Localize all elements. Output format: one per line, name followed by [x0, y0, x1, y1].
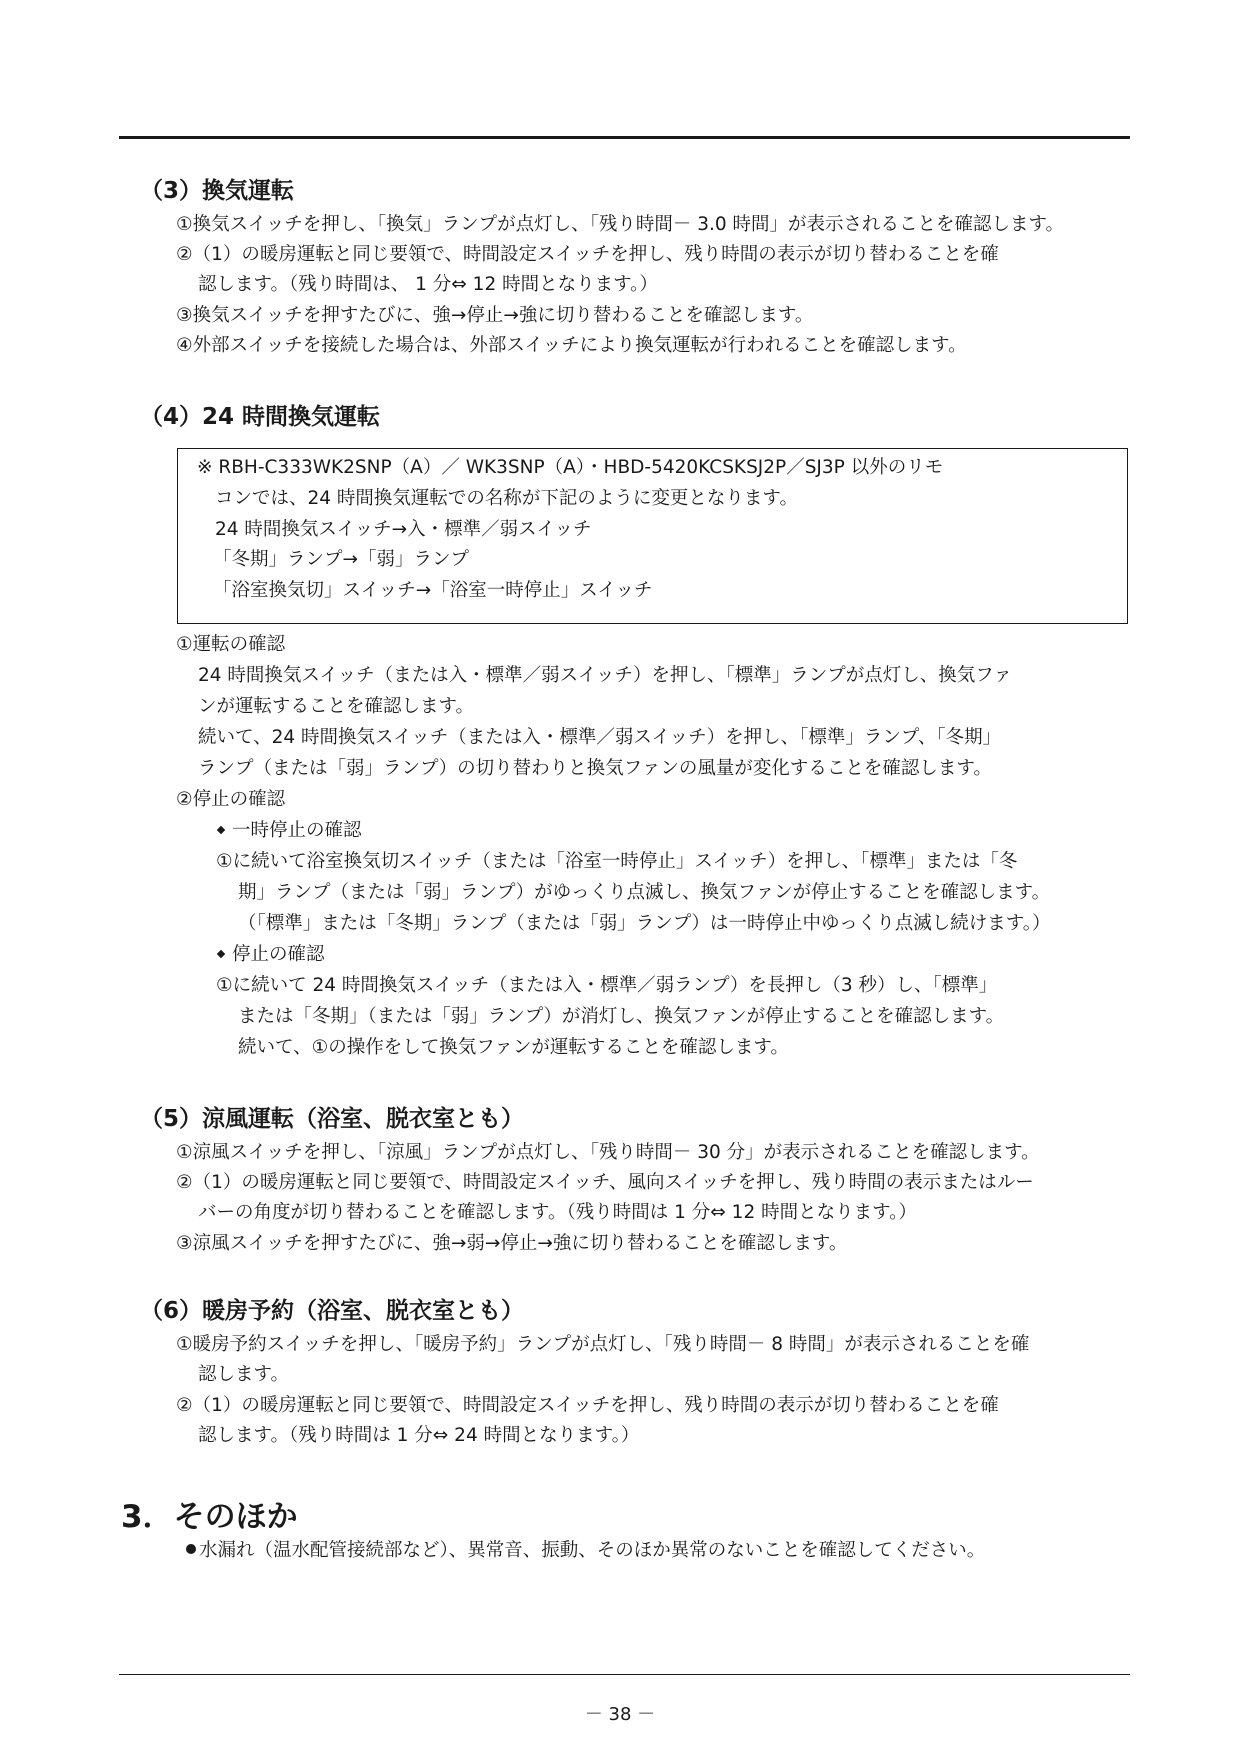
operation-line-1: 24 時間換気スイッチ（または入・標準／弱スイッチ）を押し、「標準」ランプが点灯し、換気ファ	[198, 665, 1012, 686]
diamond-bullet-icon	[217, 950, 225, 958]
page-number: － 38 －	[584, 1704, 656, 1725]
sec3-line-5: ④外部スイッチを接続した場合は、外部スイッチにより換気運転が行われることを確認します。	[176, 335, 967, 356]
note-line-1: ※ RBH-C333WK2SNP（A）／ WK3SNP（A）・HBD-5420KCSKSJ2P／SJ3P 以外のリモ	[197, 457, 944, 478]
sec5-line-2: ②（1）の暖房運転と同じ要領で、時間設定スイッチ、風向スイッチを押し、残り時間の表示またはルー	[176, 1172, 1034, 1193]
sec6-line-4: 認します。（残り時間は 1 分⇔ 24 時間となります。）	[198, 1425, 640, 1446]
operation-check-title: ①運転の確認	[176, 634, 286, 655]
sec3-line-1: ①換気スイッチを押し、「換気」ランプが点灯し、「残り時間－ 3.0 時間」が表示されることを確認します。	[176, 214, 1065, 235]
other-bullet-text: 水漏れ（温水配管接続部など）、異常音、振動、そのほか異常のないことを確認してください。	[199, 1540, 986, 1561]
halt-line-1: ①に続いて 24 時間換気スイッチ（または入・標準／弱ランプ）を長押し（3 秒）し、「標準」	[216, 975, 998, 996]
note-line-3: 24 時間換気スイッチ→入・標準／弱スイッチ	[215, 519, 592, 540]
sec5-line-4: ③涼風スイッチを押すたびに、強→弱→停止→強に切り替わることを確認します。	[176, 1233, 848, 1254]
sec5-line-1: ①涼風スイッチを押し、「涼風」ランプが点灯し、「残り時間－ 30 分」が表示されることを確認します。	[176, 1142, 1040, 1163]
note-line-5: 「浴室換気切」スイッチ→「浴室一時停止」スイッチ	[213, 580, 653, 601]
halt-label: 停止の確認	[232, 944, 325, 965]
section-3-heading: （3）換気運転	[140, 178, 295, 204]
sec3-line-2: ②（1）の暖房運転と同じ要領で、時間設定スイッチを押し、残り時間の表示が切り替わることを確	[176, 244, 999, 265]
diamond-bullet-icon	[217, 826, 225, 834]
bottom-rule	[119, 1674, 1130, 1675]
halt-line-3: 続いて、①の操作をして換気ファンが運転することを確認します。	[238, 1037, 789, 1058]
temporary-stop-line-2: 期」ランプ（または「弱」ランプ）がゆっくり点滅し、換気ファンが停止することを確認します。	[238, 882, 1051, 903]
section-5-heading: （5）涼風運転（浴室、脱衣室とも）	[140, 1106, 525, 1132]
temporary-stop-line-3: （「標準」または「冬期」ランプ（または「弱」ランプ）は一時停止中ゆっくり点滅し続けます。）	[238, 913, 1051, 934]
rename-note-box	[177, 448, 1128, 624]
temporary-stop-title	[216, 816, 362, 846]
halt-line-2: または「冬期」（または「弱」ランプ）が消灯し、換気ファンが停止することを確認します。	[238, 1006, 1005, 1027]
section-6-heading: （6）暖房予約（浴室、脱衣室とも）	[140, 1298, 525, 1324]
temporary-stop-label: 一時停止の確認	[232, 820, 362, 841]
operation-line-2: ンが運転することを確認します。	[198, 696, 475, 717]
sec6-line-3: ②（1）の暖房運転と同じ要領で、時間設定スイッチを押し、残り時間の表示が切り替わることを確	[176, 1395, 999, 1416]
note-line-4: 「冬期」ランプ→「弱」ランプ	[213, 549, 470, 570]
stop-check-title: ②停止の確認	[176, 789, 286, 810]
other-bullet-item	[186, 1536, 985, 1566]
sec6-line-2: 認します。	[198, 1364, 290, 1385]
sec5-line-3: バーの角度が切り替わることを確認します。（残り時間は 1 分⇔ 12 時間となります。）	[198, 1202, 917, 1223]
sec3-line-3: 認します。（残り時間は、 1 分⇔ 12 時間となります。）	[198, 274, 658, 295]
sec3-line-4: ③換気スイッチを押すたびに、強→停止→強に切り替わることを確認します。	[176, 305, 814, 326]
sec6-line-1: ①暖房予約スイッチを押し、「暖房予約」ランプが点灯し、「残り時間－ 8 時間」が表示されることを確	[176, 1334, 1030, 1355]
operation-line-4: ランプ（または「弱」ランプ）の切り替わりと換気ファンの風量が変化することを確認します。	[198, 758, 992, 779]
temporary-stop-line-1: ①に続いて浴室換気切スイッチ（または「浴室一時停止」スイッチ）を押し、「標準」または「冬	[216, 851, 1018, 872]
operation-line-3: 続いて、24 時間換気スイッチ（または入・標準／弱スイッチ）を押し、「標準」ランプ、「冬期」	[198, 727, 1002, 748]
chapter-3-heading: 3．そのほか	[121, 1499, 298, 1535]
section-4-heading: （4）24 時間換気運転	[140, 404, 381, 430]
halt-title	[216, 940, 325, 970]
bullet-dot-icon	[186, 1544, 196, 1554]
note-line-2: コンでは、24 時間換気運転での名称が下記のように変更となります。	[215, 488, 798, 509]
top-rule	[119, 136, 1130, 139]
